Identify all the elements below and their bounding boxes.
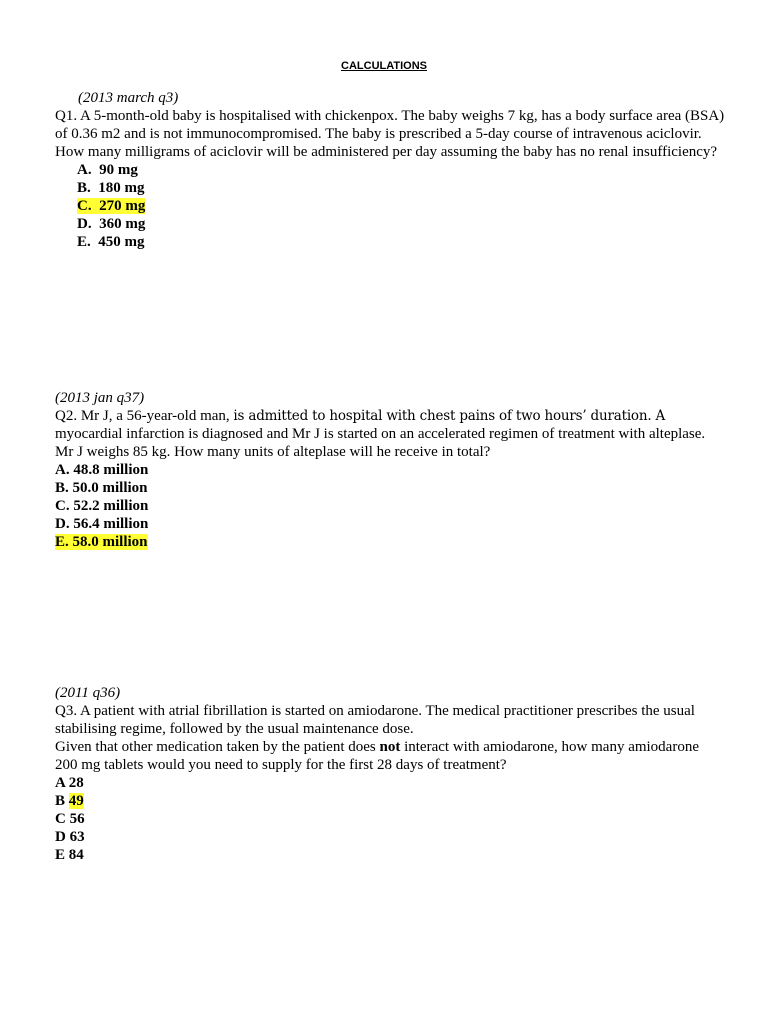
option-letter: A (55, 775, 66, 791)
option-b (55, 792, 725, 810)
question-2 (55, 389, 725, 551)
question-source: (2011 q36) (55, 685, 121, 701)
question-stem (55, 407, 725, 461)
option-d (77, 215, 725, 233)
option-a (77, 161, 725, 179)
option-text: 56 (69, 811, 85, 827)
emphasis-not: not (379, 739, 401, 755)
option-text: 360 mg (99, 216, 146, 232)
stem-part: myocardial infarction is diagnosed and Mr J is started on an accelerated regimen of treatment with alteplase. Mr J weighs 85 kg. How many units of alteplase will he receive in total? (55, 426, 706, 460)
option-e (55, 846, 725, 864)
option-text: 270 mg (99, 198, 146, 214)
stem-part: Q2. Mr J, a 56-year-old man, (55, 408, 234, 424)
option-text: 84 (68, 847, 84, 863)
option-c: C. 52.2 million (55, 498, 149, 514)
option-d: D. 56.4 million (55, 516, 149, 532)
option-letter: A. (77, 162, 92, 178)
highlighted-answer: E. 58.0 million (55, 534, 148, 550)
option-b: B. 50.0 million (55, 480, 148, 496)
stem-part: is admitted to hospital with chest pains of two hours’ duration. A (233, 408, 666, 424)
question-stem-continued (55, 738, 725, 774)
question-stem: Q3. A patient with atrial fibrillation is started on amiodarone. The medical practitioner prescribes the usual stabilising regime, followed by the usual maintenance dose. (55, 703, 695, 737)
option-letter: E (55, 847, 66, 863)
option-e (55, 533, 725, 551)
option-text: 63 (69, 829, 85, 845)
option-text: 180 mg (98, 180, 145, 196)
page-title: CALCULATIONS (341, 60, 427, 72)
option-letter: C (55, 811, 66, 827)
option-text: 28 (68, 775, 84, 791)
option-text: 90 mg (99, 162, 138, 178)
option-letter: C. (77, 198, 92, 214)
option-text: 450 mg (98, 234, 145, 250)
stem-part: interact with amiodarone, how many amiodarone 200 mg tablets would you need to supply for the first 28 days of treatment? (55, 739, 699, 773)
option-letter: E. (77, 234, 91, 250)
question-source: (2013 jan q37) (55, 390, 145, 406)
question-stem: Q1. A 5-month-old baby is hospitalised with chickenpox. The baby weighs 7 kg, has a body surface area (BSA) of 0.36 m2 and is not immunocompromised. The baby is prescribed a 5-day course of intravenous aciclovir. How many milligrams of aciclovir will be administered per day assuming the baby has no renal insufficiency? (55, 108, 725, 160)
option-c (77, 197, 725, 215)
question-1 (55, 89, 725, 251)
answer-options (55, 774, 725, 864)
option-e (77, 233, 725, 251)
highlighted-answer: 49 (68, 793, 84, 809)
option-letter: B. (77, 180, 91, 196)
question-3 (55, 684, 725, 864)
option-a (55, 774, 725, 792)
answer-options (55, 161, 725, 251)
option-c (55, 810, 725, 828)
option-letter: D (55, 829, 66, 845)
option-b (77, 179, 725, 197)
stem-part: Given that other medication taken by the patient does (55, 739, 380, 755)
answer-options (55, 461, 725, 551)
option-d (55, 828, 725, 846)
option-letter: B (55, 793, 66, 809)
highlighted-answer (77, 198, 145, 214)
question-source: (2013 march q3) (78, 90, 179, 106)
option-letter: D. (77, 216, 92, 232)
option-a: A. 48.8 million (55, 462, 149, 478)
